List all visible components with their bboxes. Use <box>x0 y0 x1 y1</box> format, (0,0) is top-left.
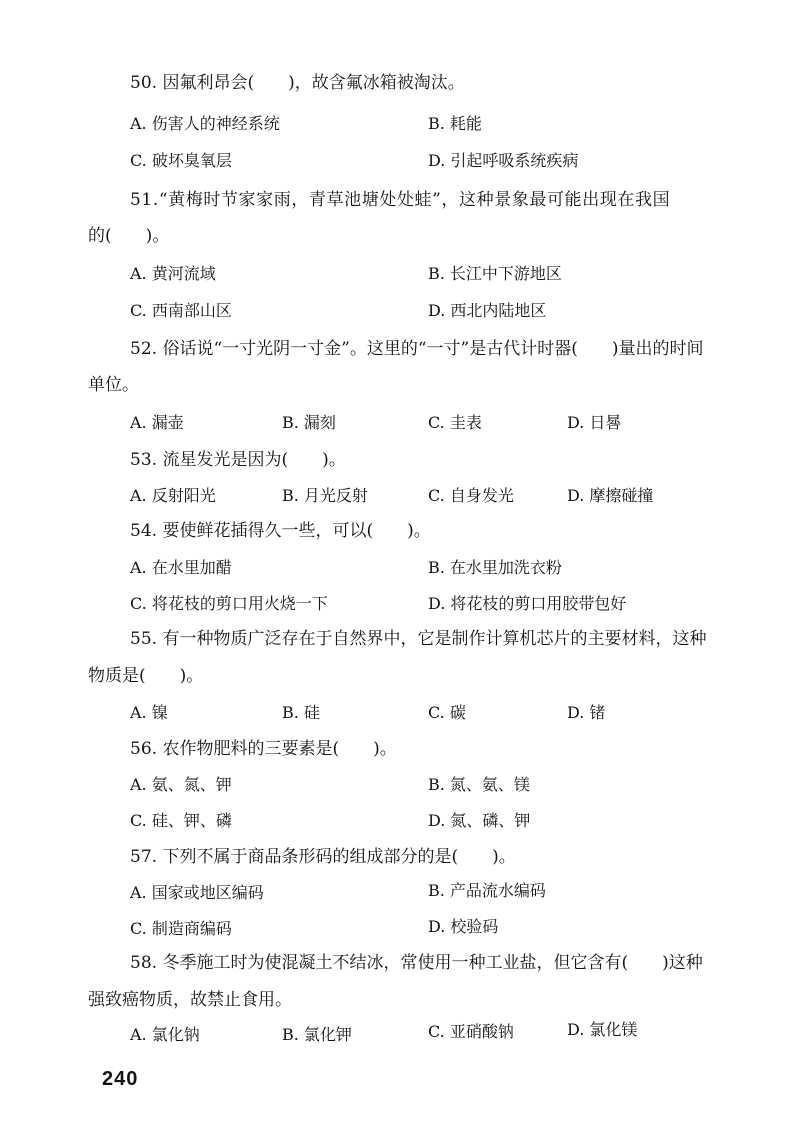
question-57-option-d: D. 校验码 <box>428 917 499 936</box>
question-55-option-c: C. 碳 <box>428 703 466 722</box>
question-51-option-c: C. 西南部山区 <box>130 301 232 320</box>
question-58-option-c: C. 亚硝酸钠 <box>428 1022 514 1041</box>
question-54-option-d: D. 将花枝的剪口用胶带包好 <box>428 594 627 613</box>
question-58-stem-line1: 58. 冬季施工时为使混凝土不结冰，常使用一种工业盐，但它含有( )这种 <box>130 953 703 973</box>
question-53-option-d: D. 摩擦碰撞 <box>567 486 654 505</box>
question-56-option-b: B. 氮、氨、镁 <box>428 775 530 794</box>
question-51-option-a: A. 黄河流域 <box>130 264 216 283</box>
question-50-option-d: D. 引起呼吸系统疾病 <box>428 151 579 170</box>
question-54-option-b: B. 在水里加洗衣粉 <box>428 558 562 577</box>
question-51-stem-line2: 的( )。 <box>88 226 170 246</box>
question-53-option-c: C. 自身发光 <box>428 486 514 505</box>
question-50-option-a: A. 伤害人的神经系统 <box>130 114 280 133</box>
question-55-stem-line2: 物质是( )。 <box>88 666 204 686</box>
question-52-option-b: B. 漏刻 <box>282 413 336 432</box>
question-56-option-a: A. 氨、氮、钾 <box>130 775 232 794</box>
question-58-stem-line2: 强致癌物质，故禁止食用。 <box>88 990 292 1010</box>
question-53-option-b: B. 月光反射 <box>282 486 368 505</box>
question-58-option-b: B. 氯化钾 <box>282 1025 352 1044</box>
question-55-option-b: B. 硅 <box>282 703 320 722</box>
question-56-option-d: D. 氮、磷、钾 <box>428 811 531 830</box>
question-53-stem: 53. 流星发光是因为( )。 <box>130 450 346 470</box>
question-57-option-b: B. 产品流水编码 <box>428 881 546 900</box>
question-56-stem: 56. 农作物肥料的三要素是( )。 <box>130 739 397 759</box>
question-55-option-a: A. 镍 <box>130 703 168 722</box>
question-52-stem-line2: 单位。 <box>88 375 139 395</box>
question-51-option-d: D. 西北内陆地区 <box>428 301 547 320</box>
question-54-stem: 54. 要使鲜花插得久一些，可以( )。 <box>130 521 431 541</box>
question-58-option-a: A. 氯化钠 <box>130 1025 200 1044</box>
question-51-option-b: B. 长江中下游地区 <box>428 264 562 283</box>
question-52-option-a: A. 漏壶 <box>130 413 184 432</box>
question-55-option-d: D. 锗 <box>567 703 606 722</box>
question-56-option-c: C. 硅、钾、磷 <box>130 811 232 830</box>
question-54-option-a: A. 在水里加醋 <box>130 558 232 577</box>
question-54-option-c: C. 将花枝的剪口用火烧一下 <box>130 594 328 613</box>
question-52-option-d: D. 日晷 <box>567 413 622 432</box>
question-55-stem-line1: 55. 有一种物质广泛存在于自然界中，它是制作计算机芯片的主要材料，这种 <box>130 629 707 649</box>
question-53-option-a: A. 反射阳光 <box>130 486 216 505</box>
question-52-option-c: C. 圭表 <box>428 413 482 432</box>
question-58-option-d: D. 氯化镁 <box>567 1020 638 1039</box>
question-50-option-b: B. 耗能 <box>428 114 482 133</box>
question-50-option-c: C. 破坏臭氧层 <box>130 151 232 170</box>
page-number: 240 <box>102 1068 139 1090</box>
question-50-stem: 50. 因氟利昂会( )，故含氟冰箱被淘汰。 <box>130 73 465 93</box>
question-51-stem-line1: 51.“黄梅时节家家雨，青草池塘处处蛙”，这种景象最可能出现在我国 <box>130 190 671 210</box>
question-57-option-c: C. 制造商编码 <box>130 919 232 938</box>
question-57-stem: 57. 下列不属于商品条形码的组成部分的是( )。 <box>130 847 516 867</box>
question-57-option-a: A. 国家或地区编码 <box>130 883 264 902</box>
question-52-stem-line1: 52. 俗话说“一寸光阴一寸金”。这里的“一寸”是古代计时器( )量出的时间 <box>130 339 704 359</box>
